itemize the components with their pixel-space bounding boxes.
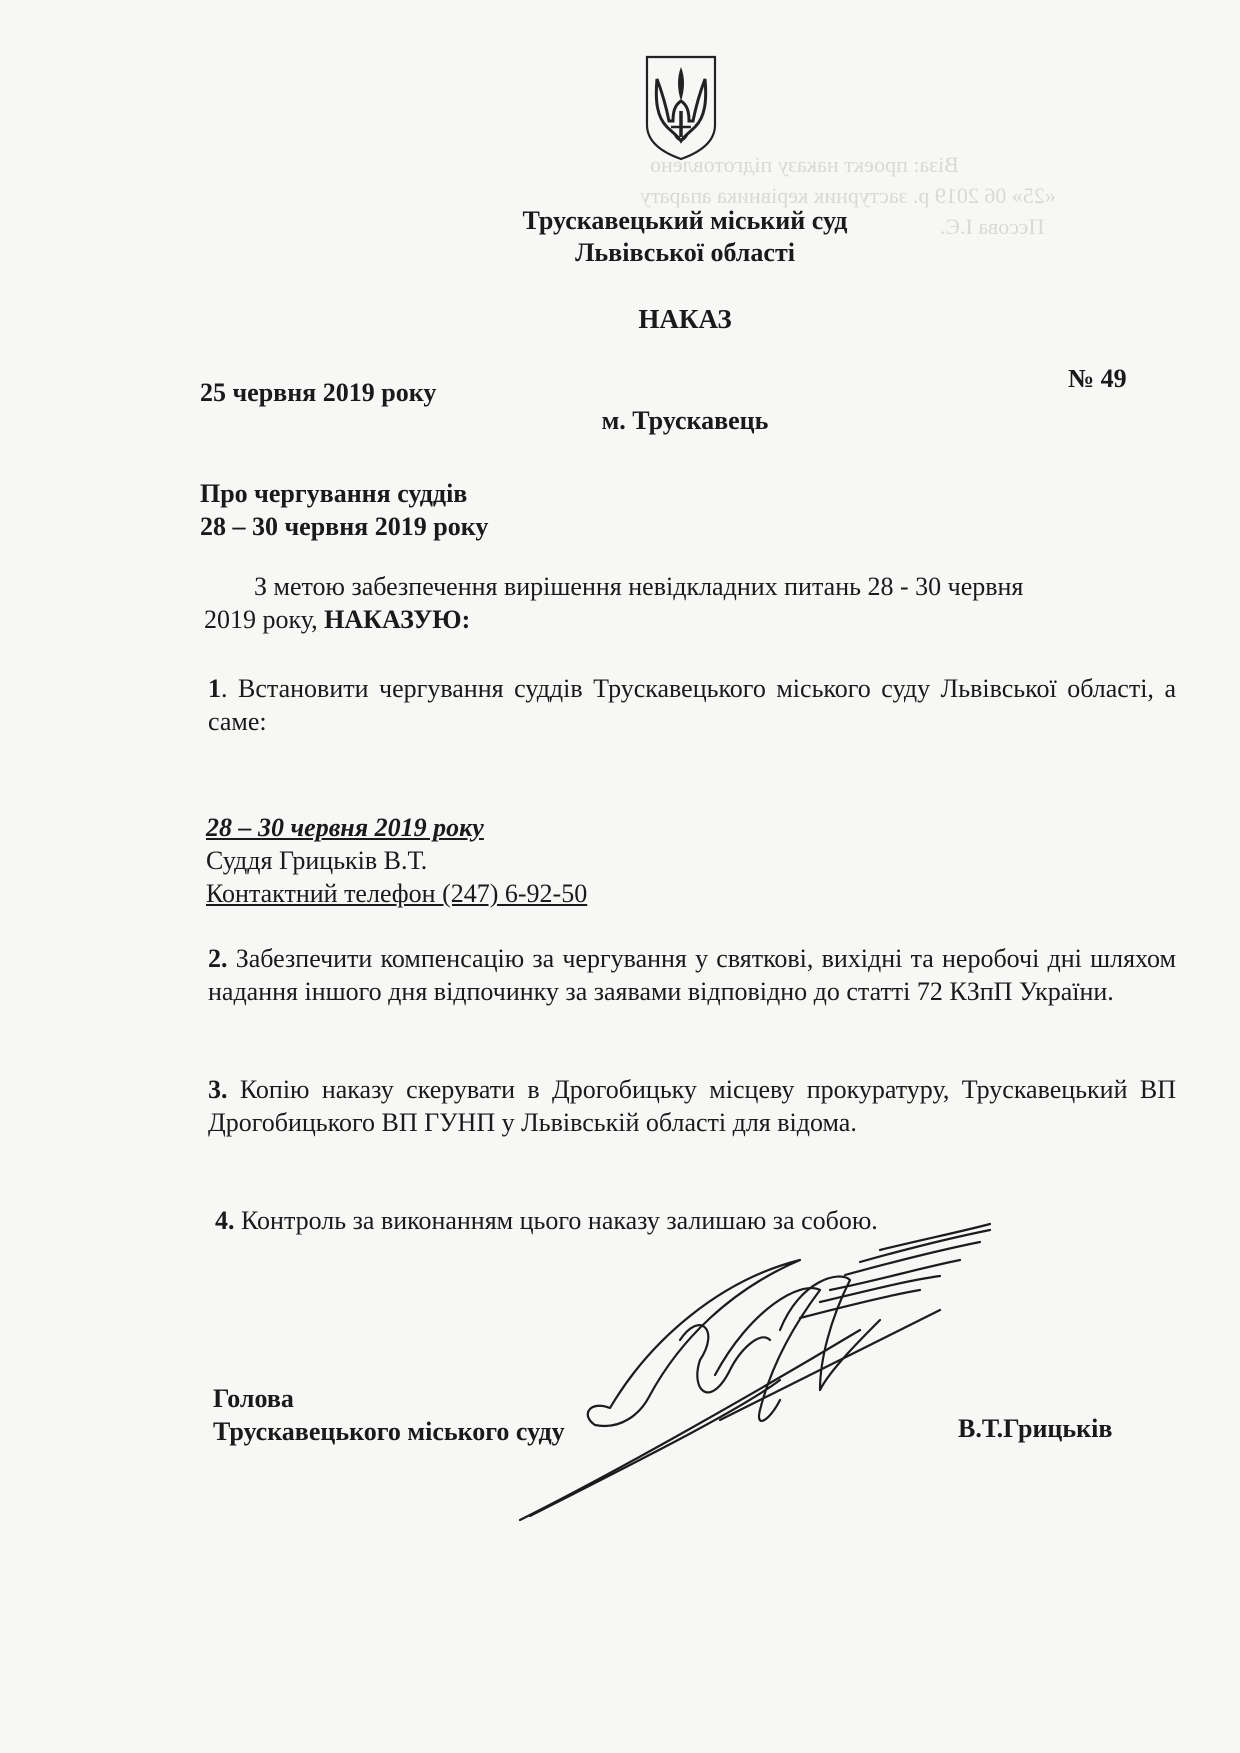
order-date: 25 червня 2019 року [200, 378, 437, 407]
intro-paragraph [204, 570, 1124, 636]
intro-line [204, 603, 1124, 636]
position-line: Трускавецького міського суду [213, 1417, 565, 1446]
item-text: Контроль за виконанням цього наказу залишаю за собою. [234, 1206, 878, 1235]
court-name: Трускавецький міський суд [522, 206, 848, 235]
item-text: . Встановити чергування суддів Трускавецького міського суду Львівської області, а саме: [208, 674, 1176, 736]
subject-line: 28 – 30 червня 2019 року [200, 512, 489, 541]
order-subject [200, 477, 488, 543]
intro-command: НАКАЗУЮ: [324, 605, 471, 634]
duty-dates: 28 – 30 червня 2019 року [206, 813, 484, 842]
intro-text: 2019 року, [204, 605, 325, 634]
intro-line: З метою забезпечення вирішення невідкладних питань 28 - 30 червня [254, 572, 1024, 601]
order-number: № 49 [1068, 364, 1127, 393]
bleed-through-line: Пєсова І.Є. [940, 214, 1045, 239]
position-line: Голова [213, 1384, 294, 1413]
subject-line: Про чергування суддів [200, 479, 468, 508]
trident-coat-of-arms-icon [643, 55, 719, 161]
item-number: 4. [215, 1206, 235, 1235]
item-number: 2. [208, 944, 228, 973]
duty-phone: Контактний телефон (247) 6-92-50 [206, 879, 588, 908]
duty-judge: Суддя Грицьків В.Т. [206, 846, 428, 875]
bleed-through-line: Віза: проект наказу підготовлено [650, 152, 959, 177]
order-item [208, 1073, 1176, 1139]
document-title: НАКАЗ [638, 304, 732, 334]
item-text: Забезпечити компенсацію за чергування у святкові, вихідні та неробочі дні шляхом надання іншого дня відпочинку за заявами відповідно до статті 72 КЗпП України. [208, 944, 1176, 1006]
item-number: 1 [208, 674, 221, 703]
item-number: 3. [208, 1075, 228, 1104]
order-item [208, 672, 1176, 738]
handwritten-signature [500, 1220, 1120, 1540]
order-item [208, 942, 1176, 1008]
item-text: Копію наказу скерувати в Дрогобицьку місцеву прокуратуру, Трускавецький ВП Дрогобицького ВП ГУНП у Львівській області для відома. [208, 1075, 1176, 1137]
duty-schedule [206, 811, 587, 910]
signatory-name: В.Т.Грицьків [958, 1414, 1113, 1443]
bleed-through-line: «25» 06 2019 р. застурник керівника апарату [640, 183, 1056, 208]
order-city: м. Трускавець [601, 406, 769, 435]
court-region: Львівської області [575, 238, 795, 267]
